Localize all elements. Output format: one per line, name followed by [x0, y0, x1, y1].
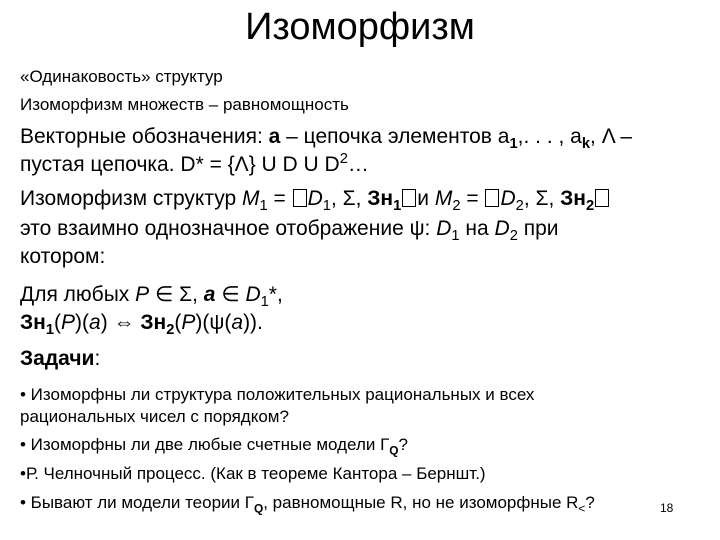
- subtitle-sameness: «Одинаковость» структур: [20, 67, 223, 86]
- tasks-heading: Задачи:: [20, 347, 101, 370]
- task-1-line-2: рациональных чисел с порядком?: [20, 407, 289, 426]
- bijection-line: это взаимно однозначное отображение ψ: $D_1$ на $D_2$ при: [20, 217, 559, 245]
- missing-glyph-icon: [402, 189, 416, 207]
- task-4: • Бывают ли модели теории $Г_Q$, равномощные R, но не изоморфные $R_<$?: [20, 493, 595, 516]
- missing-glyph-icon: [293, 189, 307, 207]
- missing-glyph-icon: [595, 189, 609, 207]
- vector-notation-line-1: Векторные обозначения: а – цепочка элементов $а_1$,. . . , $а_k$, Λ –: [20, 125, 633, 153]
- equivalence-line: $Зн_1(P)(а)$ ⇔ $Зн_2(P)(\psi(а))$.: [20, 311, 263, 339]
- forall-line: Для любых P ∈ Σ, а ∈ $D_1*$,: [20, 283, 283, 311]
- structure-isomorphism-line: Изоморфизм структур $M_1 = D_1$, Σ, $Зн_1$ и $M_2 = D_2$, Σ, $Зн_2$: [20, 186, 610, 211]
- task-2: • Изоморфны ли две любые счетные модели $Г_Q$?: [20, 435, 409, 458]
- subtitle-set-isomorphism: Изоморфизм множеств – равномощность: [20, 95, 349, 114]
- task-3: •Р. Челночный процесс. (Как в теореме Кантора – Берншт.): [20, 464, 486, 483]
- slide-title: Изоморфизм: [245, 6, 475, 48]
- task-1-line-1: • Изоморфны ли структура положительных рациональных и всех: [20, 385, 535, 404]
- vector-notation-line-2: пустая цепочка. D* = {Λ} U D U $D^2\dots$: [20, 151, 369, 176]
- slide-number: 18: [660, 501, 674, 515]
- which-line: котором:: [20, 245, 106, 268]
- missing-glyph-icon: [485, 189, 499, 207]
